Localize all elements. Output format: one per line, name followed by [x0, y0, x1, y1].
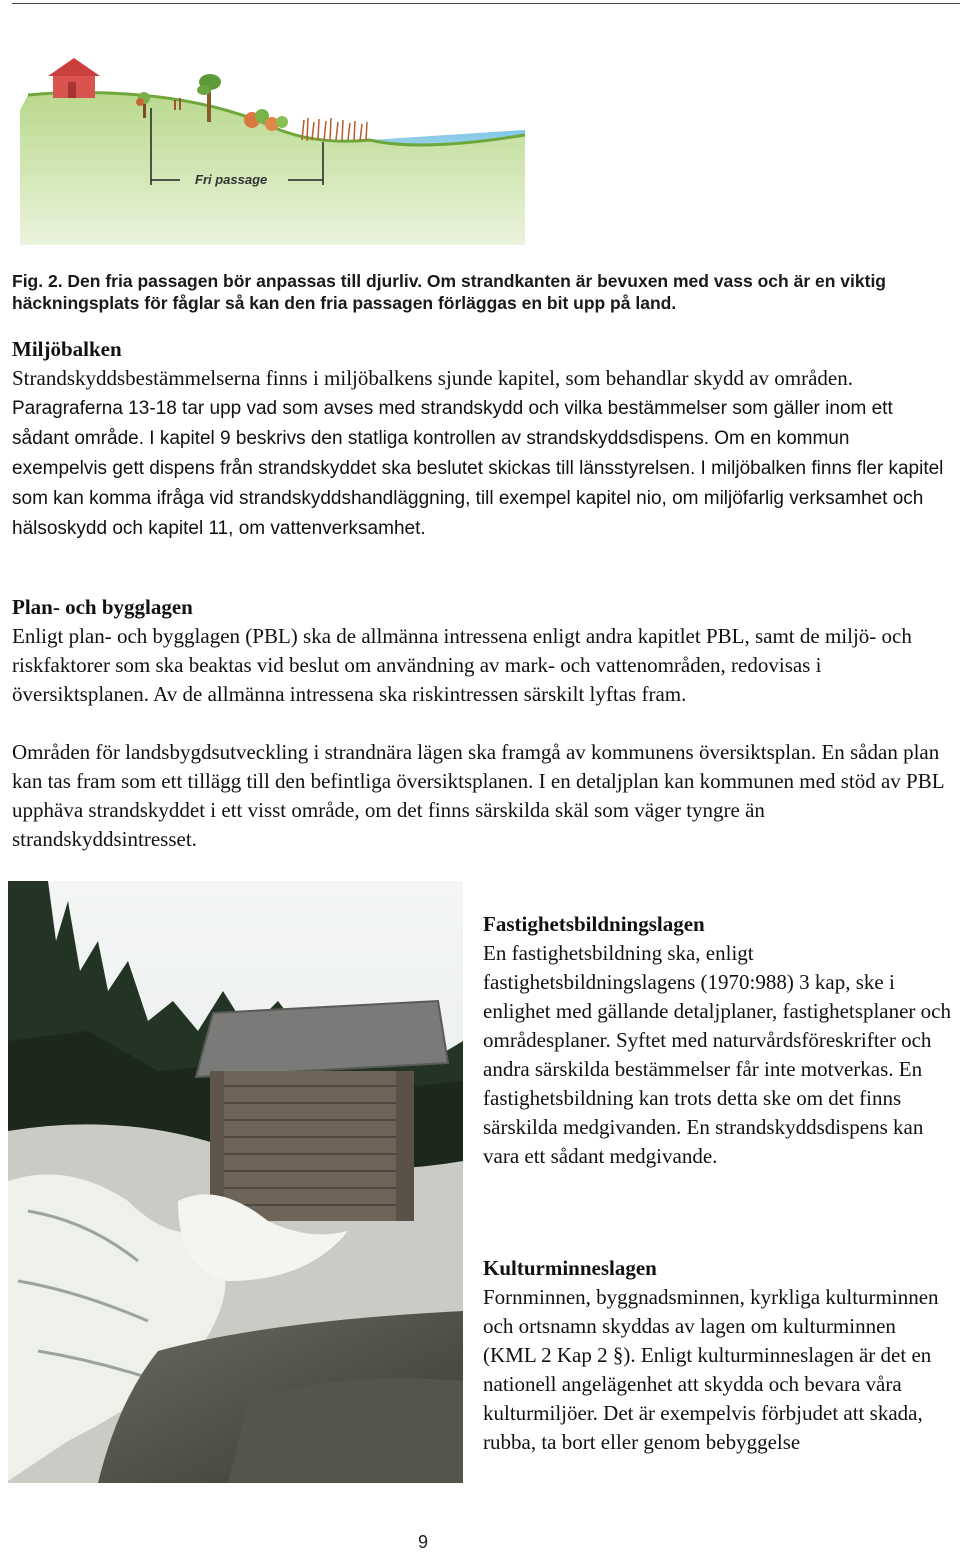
log-cabin	[196, 1001, 448, 1221]
text-p2: Paragraferna 13-18 tar upp vad som avses med strandskydd och vilka bestämmelser som gäller inom ett sådant område.	[12, 398, 893, 449]
section-pbl	[12, 593, 947, 854]
paragraph-miljobalken	[12, 364, 947, 543]
page-number: 9	[418, 1532, 429, 1552]
hillside	[20, 93, 525, 246]
section-fastighetsbildningslagen	[483, 910, 953, 1171]
section-miljobalken	[12, 335, 947, 543]
heading-pbl: Plan- och bygglagen	[12, 595, 193, 619]
paragraph-kulturminneslagen: Fornminnen, byggnadsminnen, kyrkliga kulturminnen och ortsnamn skyddas av lagen om kulturminnen (KML 2 Kap 2 §). Enligt kulturminneslagen är det en nationell angelägenhet att skydda och bevara våra kulturmiljöer. Det är exempelvis förbjudet att skada, rubba, ta bort eller genom bebyggelse	[483, 1285, 939, 1454]
reeds	[302, 118, 367, 141]
figure-label: Fri passage	[195, 172, 268, 187]
photo-cabin-by-rapids	[8, 881, 463, 1483]
paragraph-fastighetsbildningslagen: En fastighetsbildning ska, enligt fastighetsbildningslagens (1970:988) 3 kap, ske i enlighet med gällande detaljplaner, fastighetsplaner och områdesplaner. Syftet med naturvårdsföreskrifter och andra särskilda bestämmelser får inte motverkas. En fastighetsbildning kan trots detta ske om det finns särskilda medgivanden. En strandskyddsdispens kan vara ett sådant medgivande.	[483, 941, 951, 1168]
house	[48, 58, 100, 98]
heading-kulturminneslagen: Kulturminneslagen	[483, 1256, 657, 1280]
paragraph-pbl-2: Områden för landsbygdsutveckling i strandnära lägen ska framgå av kommunens översiktsplan. En sådan plan kan tas fram som ett tillägg till den befintliga översiktsplanen. I en detaljplan kan kommunen med stöd av PBL upphäva strandskyddet i ett visst område, om det finns särskilda skäl som väger tyngre än strandskyddsintresset.	[12, 740, 944, 851]
paragraph-pbl-1: Enligt plan- och bygglagen (PBL) ska de allmänna intressena enligt andra kapitlet PBL, samt de miljö- och riskfaktorer som ska beaktas vid beslut om användning av mark- och vattenområden, redovisas i översiktsplanen. Av de allmänna intressena ska riskintressen särskilt lyftas fram.	[12, 624, 912, 706]
text-p3: I kapitel 9 beskrivs den statliga kontrollen av strandskyddsdispens.	[149, 428, 710, 449]
shoreline-illustration	[20, 40, 525, 245]
section-kulturminneslagen	[483, 1254, 953, 1457]
heading-miljobalken: Miljöbalken	[12, 337, 122, 361]
text-p5: I miljöbalken finns fler kapitel som kan komma ifråga vid strandskyddshandläggning, till exempel kapitel nio, om miljöfarlig verksamhet och hälsoskydd och kapitel 11, om vattenverksamhet.	[12, 458, 944, 539]
heading-fastighetsbildningslagen: Fastighetsbildningslagen	[483, 912, 705, 936]
text-p1: Strandskyddsbestämmelserna finns i miljöbalkens sjunde kapitel, som behandlar skydd av områden.	[12, 366, 854, 390]
figure-caption: Fig. 2. Den fria passagen bör anpassas till djurliv. Om strandkanten är bevuxen med vass och är en viktig häckningsplats för fåglar så kan den fria passagen förläggas en bit upp på land.	[12, 271, 886, 313]
top-rule	[12, 3, 960, 4]
text-p4: Om en kommun exempelvis gett dispens från strandskyddet ska beslutet skickas till länsstyrelsen.	[12, 428, 850, 479]
